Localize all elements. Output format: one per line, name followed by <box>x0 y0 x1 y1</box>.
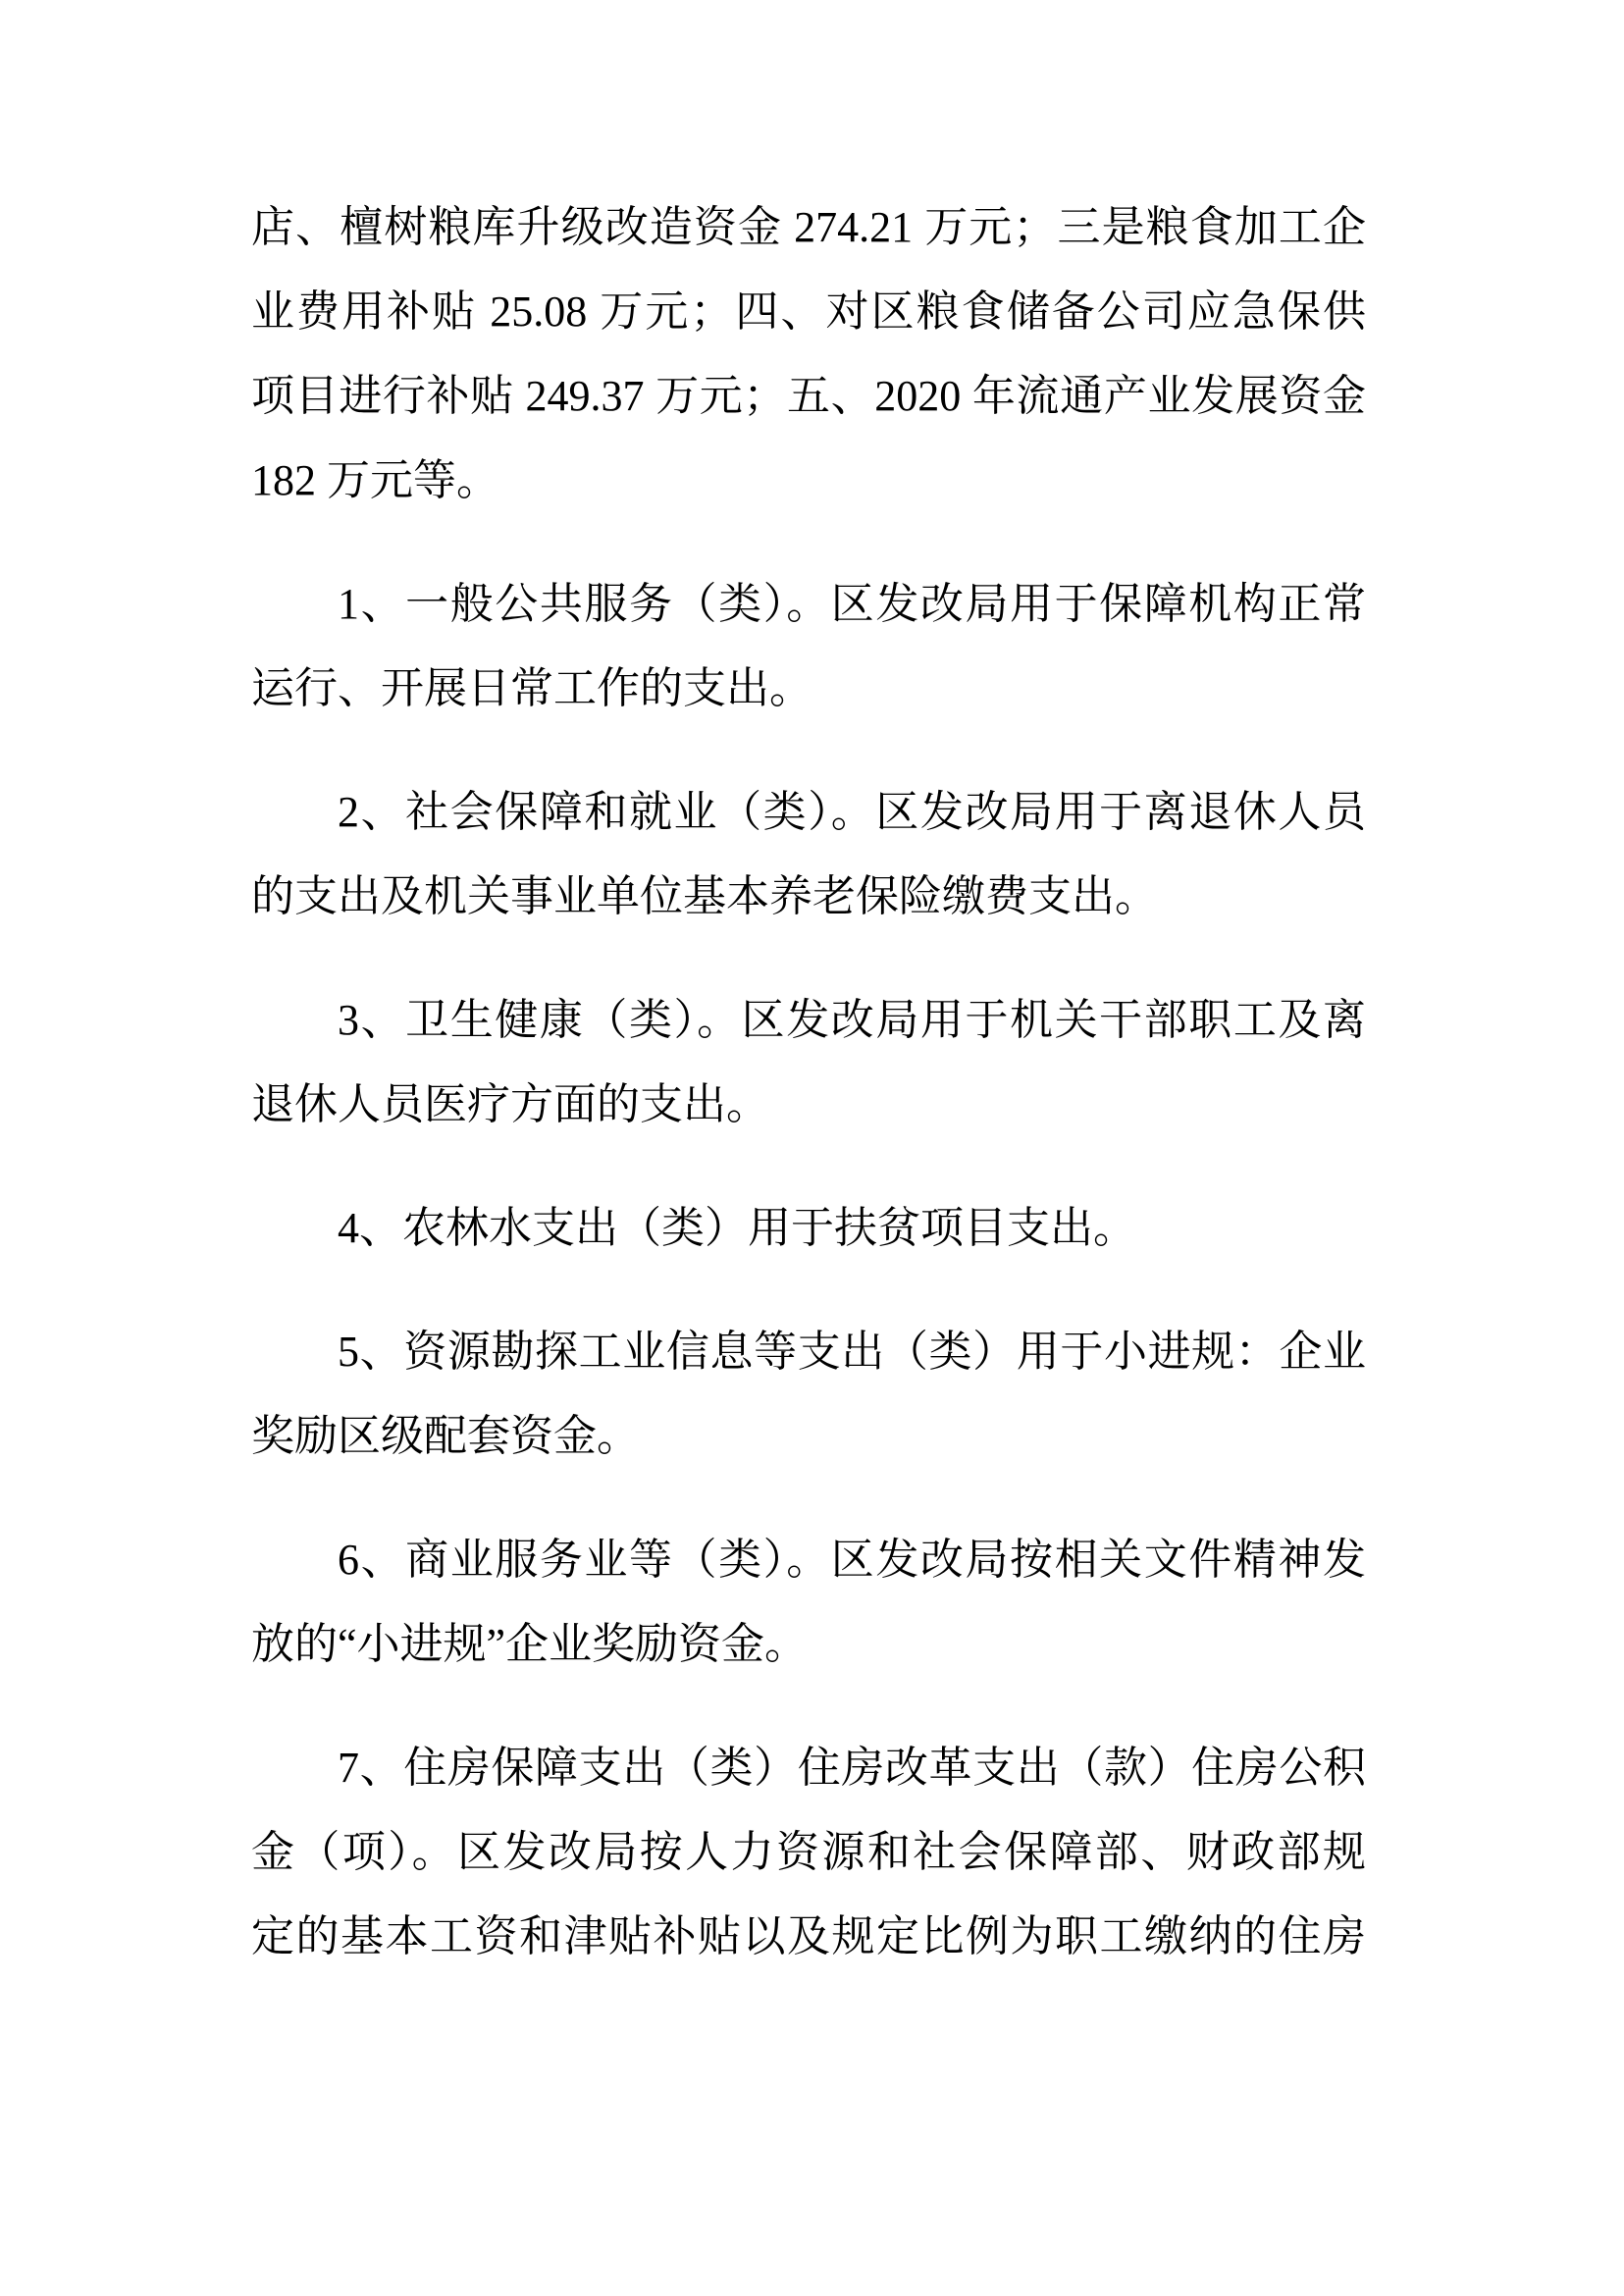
text-line: 业费用补贴 25.08 万元；四、对区粮食储备公司应急保供 <box>251 287 1366 336</box>
text-line: 5、资源勘探工业信息等支出（类）用于小进规：企业 <box>338 1328 1366 1376</box>
paragraph-continuation <box>251 185 1366 523</box>
paragraph-item-3 <box>251 978 1366 1147</box>
text-line: 4、农林水支出（类）用于扶贫项目支出。 <box>338 1204 1136 1252</box>
text-line: 运行、开展日常工作的支出。 <box>251 664 812 712</box>
text-line: 放的“小进规”企业奖励资金。 <box>251 1620 809 1668</box>
text-line: 金（项）。区发改局按人力资源和社会保障部、财政部规 <box>251 1828 1366 1876</box>
text-line: 182 万元等。 <box>251 456 499 504</box>
page-text-content <box>251 185 1366 2018</box>
paragraph-item-2 <box>251 770 1366 939</box>
text-line: 1、一般公共服务（类）。区发改局用于保障机构正常 <box>338 580 1366 628</box>
paragraph-item-5 <box>251 1310 1366 1479</box>
paragraph-item-7 <box>251 1726 1366 1979</box>
paragraph-item-4 <box>251 1186 1366 1271</box>
text-line: 定的基本工资和津贴补贴以及规定比例为职工缴纳的住房 <box>251 1912 1366 1960</box>
text-line: 3、卫生健康（类）。区发改局用于机关干部职工及离 <box>338 996 1366 1044</box>
text-line: 退休人员医疗方面的支出。 <box>251 1080 769 1128</box>
text-line: 奖励区级配套资金。 <box>251 1412 640 1460</box>
text-line: 店、檀树粮库升级改造资金 274.21 万元；三是粮食加工企 <box>251 203 1366 251</box>
text-line: 项目进行补贴 249.37 万元；五、2020 年流通产业发展资金 <box>251 372 1366 420</box>
text-line: 的支出及机关事业单位基本养老保险缴费支出。 <box>251 872 1158 920</box>
text-line: 2、社会保障和就业（类）。区发改局用于离退休人员 <box>338 788 1366 836</box>
paragraph-item-6 <box>251 1518 1366 1687</box>
paragraph-item-1 <box>251 562 1366 731</box>
text-line: 6、商业服务业等（类）。区发改局按相关文件精神发 <box>338 1536 1366 1584</box>
text-line: 7、住房保障支出（类）住房改革支出（款）住房公积 <box>338 1744 1366 1792</box>
